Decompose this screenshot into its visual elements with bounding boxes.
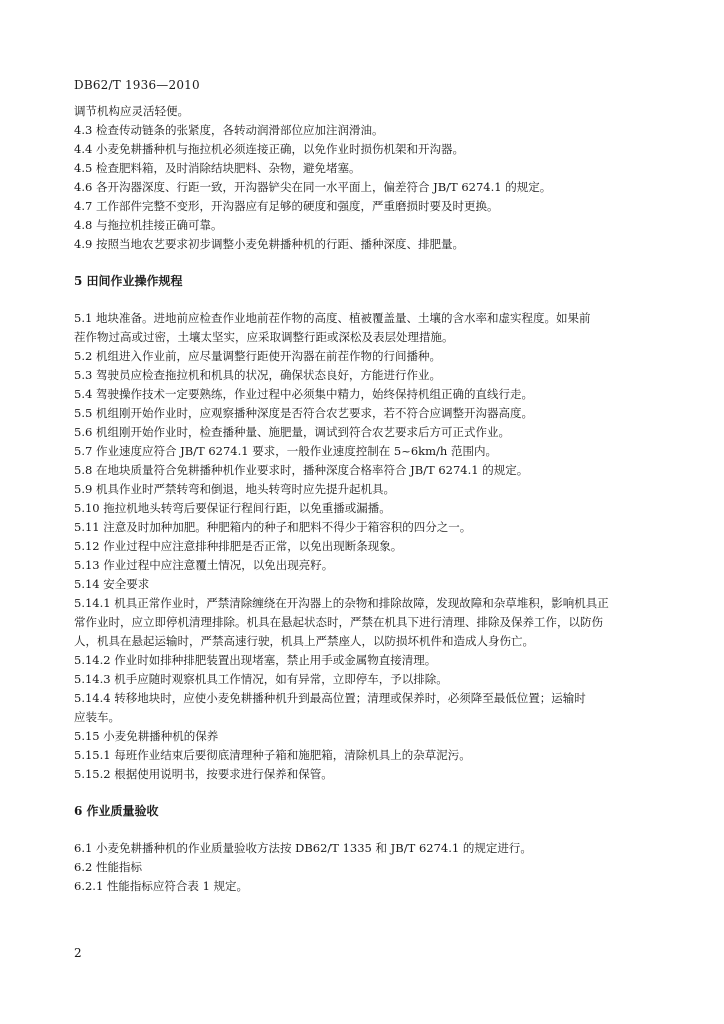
standard-code-header: DB62/T 1936—2010 [74, 78, 200, 92]
clause-line: 调节机构应灵活轻便。 [74, 104, 189, 118]
clause-6-2-1: 6.2.1 性能指标应符合表 1 规定。 [74, 879, 249, 893]
clause-4-4: 4.4 小麦免耕播种机与拖拉机必须连接正确，以免作业时损伤机架和开沟器。 [74, 142, 464, 156]
clause-line: 5.14.2 作业时如排种排肥装置出现堵塞，禁止用手或金属物直接清理。 [74, 653, 437, 667]
clause-line: 5.14.3 机手应随时观察机具工作情况，如有异常，立即停车，予以排除。 [74, 672, 448, 686]
clause-6-1: 6.1 小麦免耕播种机的作业质量验收方法按 DB62/T 1335 和 JB/T 6274.1 的规定进行。 [74, 841, 532, 855]
document-body [74, 102, 674, 896]
clause-line: 5.6 机组刚开始作业时，检查播种量、施肥量，调试到符合农艺要求后方可正式作业。 [74, 425, 510, 439]
page-number: 2 [74, 946, 82, 960]
section-6-body [74, 839, 674, 896]
clause-line: 5.3 驾驶员应检查拖拉机和机具的状况，确保状态良好，方能进行作业。 [74, 368, 441, 382]
clause-line: 5.2 机组进入作业前，应尽量调整行距使开沟器在前茬作物的行间播种。 [74, 349, 441, 363]
clause-line: 茬作物过高或过密，土壤太坚实，应采取调整行距或深松及表层处理措施。 [74, 330, 454, 344]
clause-line: 5.13 作业过程中应注意覆土情况，以免出现亮籽。 [74, 558, 334, 572]
clause-line: 5.9 机具作业时严禁转弯和倒退，地头转弯时应先提升起机具。 [74, 482, 395, 496]
section-4-tail [74, 102, 674, 254]
subsection-heading: 5.15 小麦免耕播种机的保养 [74, 729, 219, 743]
clause-line: 5.15.2 根据使用说明书，按要求进行保养和保管。 [74, 767, 333, 781]
clause-line: 5.12 作业过程中应注意排种排肥是否正常，以免出现断条现象。 [74, 539, 403, 553]
clause-4-9: 4.9 按照当地农艺要求初步调整小麦免耕播种机的行距、播种深度、排肥量。 [74, 237, 464, 251]
clause-line: 人，机具在悬起运输时，严禁高速行驶，机具上严禁座人，以防损坏机件和造成人身伤亡。 [74, 634, 534, 648]
clause-4-7: 4.7 工作部件完整不变形，开沟器应有足够的硬度和强度，严重磨损时要及时更换。 [74, 199, 499, 213]
clause-4-8: 4.8 与拖拉机挂接正确可靠。 [74, 218, 223, 232]
clause-line: 5.1 地块准备。进地前应检查作业地前茬作物的高度、植被覆盖量、土壤的含水率和虚实程度。如果前 [74, 311, 591, 325]
section-5-heading: 5 田间作业操作规程 [74, 274, 183, 288]
clause-line: 5.7 作业速度应符合 JB/T 6274.1 要求，一般作业速度控制在 5~6km/h 范围内。 [74, 444, 497, 458]
clause-4-5: 4.5 检查肥料箱，及时消除结块肥料、杂物，避免堵塞。 [74, 161, 361, 175]
clause-line: 5.15.1 每班作业结束后要彻底清理种子箱和施肥箱，清除机具上的杂草泥污。 [74, 748, 471, 762]
clause-line: 5.14.1 机具正常作业时，严禁清除缠绕在开沟器上的杂物和排除故障，发现故障和杂草堆积，影响机具正 [74, 596, 609, 610]
subsection-heading: 5.14 安全要求 [74, 577, 150, 591]
clause-line: 常作业时，应立即停机清理排除。机具在悬起状态时，严禁在机具下进行清理、排除及保养工作，以防伤 [74, 615, 603, 629]
section-6-heading: 6 作业质量验收 [74, 804, 159, 818]
section-5-body [74, 309, 674, 784]
clause-line: 5.4 驾驶操作技术一定要熟练，作业过程中必须集中精力，始终保持机组正确的直线行走。 [74, 387, 533, 401]
clause-line: 5.10 拖拉机地头转弯后要保证行程间行距，以免重播或漏播。 [74, 501, 391, 515]
clause-line: 5.14.4 转移地块时，应使小麦免耕播种机升到最高位置；清理或保养时，必须降至最低位置；运输时 [74, 691, 586, 705]
clause-line: 5.5 机组刚开始作业时，应观察播种深度是否符合农艺要求，若不符合应调整开沟器高度。 [74, 406, 533, 420]
clause-4-6: 4.6 各开沟器深度、行距一致，开沟器铲尖在同一水平面上，偏差符合 JB/T 6274.1 的规定。 [74, 180, 552, 194]
clause-4-3: 4.3 检查传动链条的张紧度，各转动润滑部位应加注润滑油。 [74, 123, 384, 137]
clause-line: 5.8 在地块质量符合免耕播种机作业要求时，播种深度合格率符合 JB/T 6274.1 的规定。 [74, 463, 529, 477]
clause-line: 应装车。 [74, 710, 120, 724]
clause-line: 5.11 注意及时加种加肥。种肥箱内的种子和肥料不得少于箱容积的四分之一。 [74, 520, 472, 534]
clause-6-2: 6.2 性能指标 [74, 860, 142, 874]
